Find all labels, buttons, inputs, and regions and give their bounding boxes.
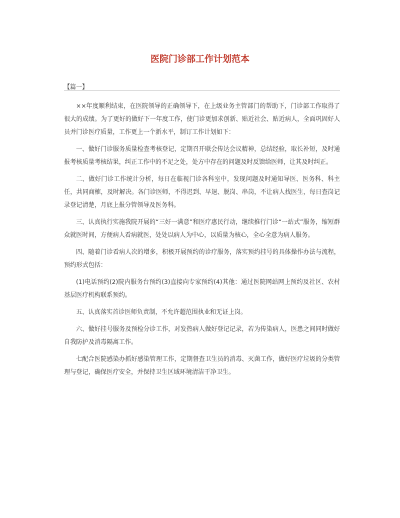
- paragraph: ××年度顺利结束，在医院领导的正确领导下，在上级业务主管部门的帮助下，门诊部工作取得了很大的成绩。为了更好的做好下一年度工作，使门诊更加求创新、贴近社会、贴近病人，全面巩固好人员并门诊医疗质量，工作更上一个新水平，制订工作计划如下：: [64, 103, 340, 136]
- document-title: 医院门诊部工作计划范本: [150, 55, 250, 65]
- section-divider: [64, 90, 340, 91]
- paragraph: 七配合医院感染办抓好感染管理工作，定期督查卫生员的消毒、灭菌工作，做好医疗垃圾的分类管理与登记，确保医疗安全，并保持卫生区域环境清洁干净卫生。: [64, 356, 340, 376]
- paragraph: (1)电话预约(2)院内服务台预约(3)直接向专家预约(4)其他：通过医院网站网上预约及社区、农村基层医疗机构联系预约。: [64, 279, 340, 299]
- document-body: [64, 100, 340, 383]
- paragraph: 四、随着门诊看病人次的增多，积极开展预约的诊疗服务，落实预约挂号的具体操作办法与流程，预约形式包括：: [64, 249, 340, 269]
- section-label: 【篇一】: [64, 84, 89, 91]
- paragraph: 一、做好门诊服务质量检查考核登记，定期召开联会传达会议精神，总结经验，取长补短，及时通报考核质量考核结果，纠正工作中的不足之处，处方中存在的问题及时反馈给医师，让其及时纠正。: [64, 146, 340, 166]
- paragraph: 三、认真执行实施我院开展的“三好一满意”和医疗惠民行动，继续推行门诊“一站式”服务，缩短群众就医时间，方便病人看病就医，处处以病人为中心，以质量为核心，全心全意为病人服务。: [64, 219, 340, 239]
- paragraph: 二、做好门诊工作统计分析，每日在临视门诊各科室中，发现问题及时通知导医、医务科、科主任，共同商榷，及时解决。各门诊医师，不得迟到、早退、脱岗、串岗，不让病人找医生，每日查岗记录登记清楚，月底上报分管领导及医务科。: [64, 176, 340, 209]
- paragraph: 六、做好挂号服务及预检分诊工作，对发热病人做好登记记录，若为传染病人，医患之间同时做好自我防护及消毒隔离工作。: [64, 326, 340, 346]
- paragraph: 五、认真落实首诊医师负责制，不允许超范围执业和无证上岗。: [76, 309, 247, 316]
